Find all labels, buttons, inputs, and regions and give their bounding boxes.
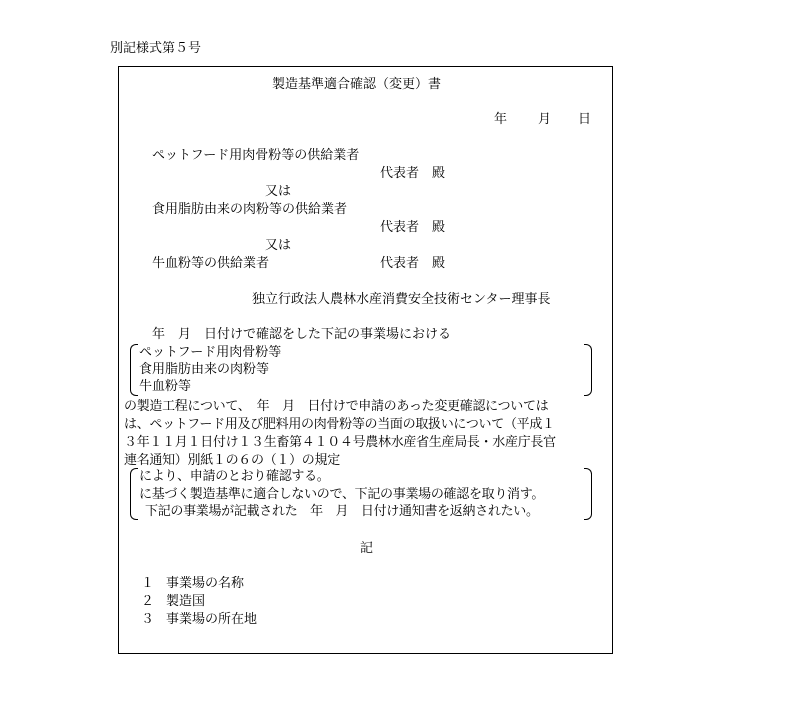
body-line: の製造工程について、 年 月 日付けで申請のあった変更確認については (124, 399, 549, 414)
date-month: 月 (538, 112, 552, 127)
date-year: 年 (494, 112, 508, 127)
item-number: ２ (141, 594, 155, 609)
form-number: 別記様式第５号 (110, 41, 202, 56)
addressee-connector: 又は (265, 184, 292, 199)
addressee-rep: 代表者 殿 (380, 256, 446, 271)
outcome-option: 下記の事業場が記載された 年 月 日付け通知書を返納されたい。 (145, 504, 539, 519)
right-brace (584, 344, 592, 396)
left-brace (130, 344, 138, 396)
item-number: １ (141, 576, 155, 591)
body-line: は、ペットフード用及び肥料用の肉骨粉等の当面の取扱いについて（平成１ (124, 417, 555, 432)
addressee-name: ペットフード用肉骨粉等の供給業者 (152, 148, 360, 163)
body-line: ３年１１月１日付け１３生畜第４１０４号農林水産省生産局長・水産庁長官 (124, 435, 556, 450)
addressee-rep: 代表者 殿 (380, 220, 446, 235)
outcome-option: により、申請のとおり確認する。 (139, 469, 330, 484)
intro-line: 年 月 日付けで確認をした下記の事業場における (152, 327, 452, 342)
ki-heading: 記 (360, 541, 374, 556)
item-label: 製造国 (166, 594, 206, 609)
addressee-connector: 又は (265, 238, 292, 253)
left-brace (130, 468, 138, 520)
document-title: 製造基準適合確認（変更）書 (272, 77, 442, 92)
addressee-rep: 代表者 殿 (380, 166, 446, 181)
issuer: 独立行政法人農林水産消費安全技術センター理事長 (252, 292, 551, 307)
product-option: 牛血粉等 (139, 379, 192, 394)
date-day: 日 (578, 112, 592, 127)
product-option: 食用脂肪由来の肉粉等 (139, 362, 270, 377)
item-number: ３ (141, 612, 155, 627)
body-line: 連名通知）別紙１の６の（１）の規定 (124, 453, 340, 468)
outcome-option: に基づく製造基準に適合しないので、下記の事業場の確認を取り消す。 (139, 487, 545, 502)
item-label: 事業場の名称 (166, 576, 245, 591)
right-brace (584, 468, 592, 520)
item-label: 事業場の所在地 (166, 612, 258, 627)
addressee-name: 牛血粉等の供給業者 (152, 256, 270, 271)
addressee-name: 食用脂肪由来の肉粉等の供給業者 (152, 202, 348, 217)
product-option: ペットフード用肉骨粉等 (139, 345, 282, 360)
